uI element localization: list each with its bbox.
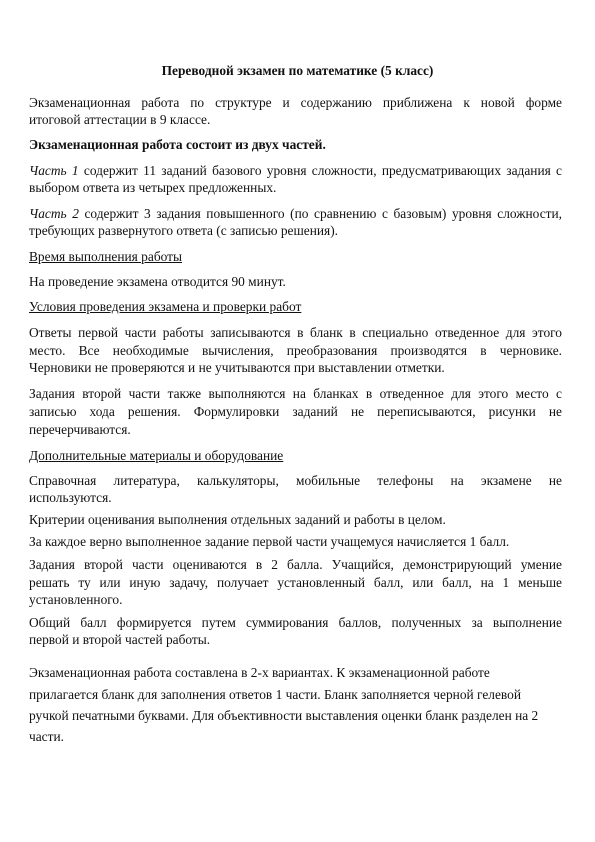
variants-line-4: части. (29, 729, 64, 744)
conditions-p1-line-2: место. Все необходимые вычисления, преобразования производятся в черновике. (29, 343, 562, 358)
criteria-p3-line-1: Общий балл формируется путем суммирования баллов, полученных за выполнение (29, 615, 562, 630)
criteria-p2-line-2: решать ту или иную задачу, получает установленный балл, или балл, на 1 меньше (29, 575, 562, 590)
materials-heading: Дополнительные материалы и оборудование (29, 448, 284, 463)
part1-line-2: выбором ответа из четырех предложенных. (29, 180, 277, 195)
conditions-p1-line-3: Черновики не проверяются и не учитываются при выставлении отметки. (29, 360, 445, 375)
time-text: На проведение экзамена отводится 90 минут. (29, 274, 286, 289)
variants-line-1: Экзаменационная работа составлена в 2-х вариантах. К экзаменационной работе (29, 665, 490, 680)
criteria-line-1: За каждое верно выполненное задание первой части учащемуся начисляется 1 балл. (29, 534, 510, 549)
time-heading: Время выполнения работы (29, 249, 183, 264)
intro-line-2: итоговой аттестации в 9 классе. (29, 112, 211, 127)
intro-line-1: Экзаменационная работа по структуре и содержанию приближена к новой форме (29, 95, 562, 110)
part2-line-1 (29, 205, 562, 222)
conditions-p2-line-2: записью хода решения. Формулировки заданий не переписываются, рисунки не (29, 404, 562, 419)
document-title: Переводной экзамен по математике (5 класс) (161, 63, 434, 78)
materials-line-1: Справочная литература, калькуляторы, мобильные телефоны на экзамене не (29, 473, 562, 488)
conditions-p2-line-3: перечерчиваются. (29, 422, 131, 437)
conditions-heading: Условия проведения экзамена и проверки работ (29, 299, 302, 314)
criteria-p3-line-2: первой и второй частей работы. (29, 632, 211, 647)
criteria-p2-line-3: установленного. (29, 592, 123, 607)
part2-text: содержит 3 задания повышенного (по сравнению с базовым) уровня сложности, (78, 206, 562, 221)
conditions-p2-line-1: Задания второй части также выполняются на бланках в отведенное для этого место с (29, 386, 562, 401)
part2-label: Часть 2 (29, 206, 79, 221)
part1-text: содержит 11 заданий базового уровня сложности, предусматривающих задания с (78, 163, 563, 178)
conditions-p1-line-1: Ответы первой части работы записываются в бланк в специально отведенное для этого (29, 325, 562, 340)
variants-line-2: прилагается бланк для заполнения ответов 1 части. Бланк заполняется черной гелевой (29, 687, 522, 702)
part1-label: Часть 1 (29, 163, 79, 178)
variants-line-3: ручкой печатными буквами. Для объективности выставления оценки бланк разделен на 2 (29, 708, 539, 723)
criteria-heading: Критерии оценивания выполнения отдельных заданий и работы в целом. (29, 512, 446, 527)
criteria-p2-line-1: Задания второй части оцениваются в 2 балла. Учащийся, демонстрирующий умение (29, 557, 562, 572)
parts-heading: Экзаменационная работа состоит из двух частей. (29, 137, 326, 152)
part1-line-1 (29, 162, 562, 179)
part2-line-2: требующих развернутого ответа (с записью решения). (29, 223, 339, 238)
materials-line-2: используются. (29, 490, 112, 505)
